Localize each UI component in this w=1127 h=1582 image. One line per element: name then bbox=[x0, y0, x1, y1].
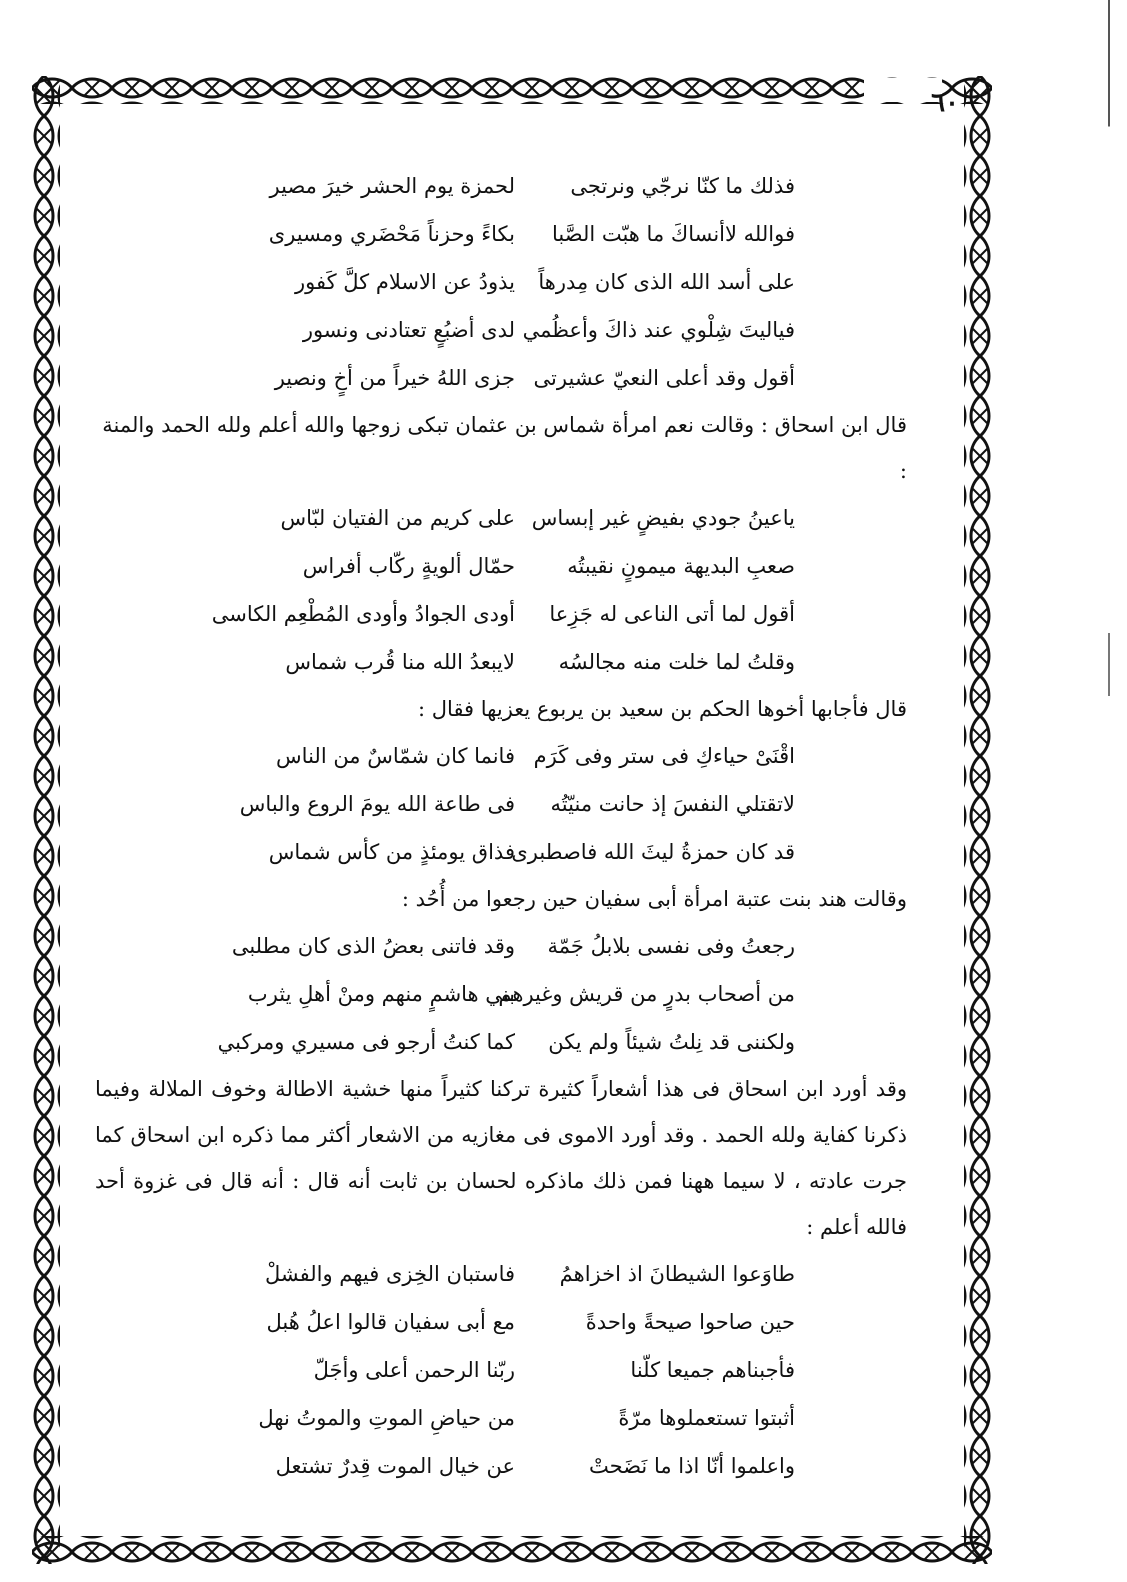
first-hemistich: فوالله لاأنساكَ ما هبّت الصَّبا bbox=[552, 222, 795, 246]
second-hemistich: لايبعدُ الله منا قُرب شماس bbox=[285, 650, 515, 674]
first-hemistich: فياليتَ شِلْوي عند ذاكَ وأعظُمي bbox=[522, 318, 795, 342]
first-hemistich: ولكننى قد نِلتُ شيئاً ولم يكن bbox=[548, 1030, 795, 1054]
second-hemistich: مع أبى سفيان قالوا اعلُ هُبل bbox=[266, 1310, 515, 1334]
verse-line bbox=[95, 1346, 915, 1394]
verse-line bbox=[95, 638, 915, 686]
narration-paragraph: قال ابن اسحاق : وقالت نعم امرأة شماس بن عثمان تبكى زوجها والله أعلم ولله الحمد والمنة : bbox=[102, 413, 907, 483]
second-hemistich: حمّال ألويةٍ ركّاب أفراس bbox=[302, 554, 515, 578]
verse-line bbox=[95, 1018, 915, 1066]
first-hemistich: أثبتوا تستعملوها مرّةً bbox=[618, 1406, 795, 1430]
first-hemistich: من أصحاب بدرٍ من قريش وغيرهم bbox=[498, 982, 795, 1006]
verse-line bbox=[95, 590, 915, 638]
narration-paragraph: وقد أورد ابن اسحاق فى هذا أشعاراً كثيرة تركنا كثيراً منها خشية الاطالة وخوف الملالة وفيما ذكرنا كفاية ولله الحمد . وقد أورد الاموى فى مغازيه من الاشعار أكثر مما ذكره ابن اسحاق كما جرت عادته ، لا سيما ههنا فمن ذلك ماذكره لحسان بن ثابت أنه قال : أنه قال فى غزوة أحد فالله أعلم : bbox=[95, 1077, 907, 1239]
verse-block-3 bbox=[95, 732, 915, 876]
first-hemistich: رجعتُ وفى نفسى بلابلُ جَمّة bbox=[547, 934, 795, 958]
first-hemistich: ياعينُ جودي بفيضٍ غير إبساس bbox=[531, 506, 795, 530]
second-hemistich: لحمزة يوم الحشر خيرَ مصير bbox=[269, 174, 515, 198]
second-hemistich: فى طاعة الله يومَ الروع والباس bbox=[239, 792, 515, 816]
first-hemistich: لاتقتلي النفسَ إذ حانت منيّتُه bbox=[550, 792, 795, 816]
narration-paragraph: وقالت هند بنت عتبة امرأة أبى سفيان حين رجعوا من أُحُد : bbox=[401, 887, 907, 911]
second-hemistich: فاستبان الخِزى فيهم والفشلْ bbox=[264, 1262, 515, 1286]
narration-paragraph: قال فأجابها أخوها الحكم بن سعيد بن يربوع يعزيها فقال : bbox=[418, 697, 907, 721]
verse-line bbox=[95, 732, 915, 780]
first-hemistich: فذلك ما كنّا نرجّي ونرتجى bbox=[570, 174, 795, 198]
verse-line bbox=[95, 258, 915, 306]
verse-line bbox=[95, 162, 915, 210]
verse-block-2 bbox=[95, 494, 915, 686]
first-hemistich: اقْنَىْ حياءكِ فى ستر وفى كَرَم bbox=[533, 744, 795, 768]
verse-line bbox=[95, 970, 915, 1018]
verse-block-5 bbox=[95, 1250, 915, 1490]
second-hemistich: بكاءً وحزناً مَحْضَري ومسيرى bbox=[268, 222, 515, 246]
verse-line bbox=[95, 828, 915, 876]
second-hemistich: أودى الجوادُ وأودى المُطْعِم الكاسى bbox=[211, 602, 515, 626]
first-hemistich: أقول وقد أعلى النعيّ عشيرتى bbox=[533, 366, 795, 390]
second-hemistich: ربّنا الرحمن أعلى وأجَلّ bbox=[313, 1358, 515, 1382]
first-hemistich: فأجبناهم جميعا كلّنا bbox=[630, 1358, 795, 1382]
verse-line bbox=[95, 1250, 915, 1298]
second-hemistich: من حياضِ الموتِ والموتُ نهل bbox=[258, 1406, 515, 1430]
verse-line bbox=[95, 1442, 915, 1490]
second-hemistich: عن خيال الموت قِدرٌ تشتعل bbox=[275, 1454, 515, 1478]
verse-block-1 bbox=[95, 162, 915, 402]
second-hemistich: بني هاشمٍ منهم ومنْ أهلِ يثرب bbox=[247, 982, 515, 1006]
second-hemistich: على كريم من الفتيان لبّاس bbox=[280, 506, 515, 530]
page-edge-mark bbox=[1108, 0, 1110, 1582]
second-hemistich: يذودُ عن الاسلام كلَّ كَفور bbox=[294, 270, 515, 294]
second-hemistich: كما كنتُ أرجو فى مسيري ومركبي bbox=[217, 1030, 515, 1054]
verse-line bbox=[95, 210, 915, 258]
first-hemistich: وقلتُ لما خلت منه مجالسُه bbox=[558, 650, 795, 674]
page-body bbox=[95, 162, 915, 1490]
verse-line bbox=[95, 306, 915, 354]
page-number: ٦٠ bbox=[931, 88, 959, 118]
first-hemistich: على أسد الله الذى كان مِدرهاً bbox=[538, 270, 795, 294]
first-hemistich: واعلموا أنّا اذا ما نَضَحتْ bbox=[589, 1454, 795, 1478]
verse-line bbox=[95, 494, 915, 542]
first-hemistich: طاوَعوا الشيطانَ اذ اخزاهمُ bbox=[559, 1262, 795, 1286]
second-hemistich: جزى اللهُ خيراً من أخٍ ونصير bbox=[274, 366, 515, 390]
second-hemistich: فذاق يومئذٍ من كأس شماس bbox=[268, 840, 515, 864]
verse-block-4 bbox=[95, 922, 915, 1066]
first-hemistich: صعبِ البديهة ميمونٍ نقيبتُه bbox=[567, 554, 795, 578]
second-hemistich: وقد فاتنى بعضُ الذى كان مطلبى bbox=[231, 934, 515, 958]
verse-line bbox=[95, 1394, 915, 1442]
verse-line bbox=[95, 922, 915, 970]
verse-line bbox=[95, 542, 915, 590]
second-hemistich: لدى أضبُعٍ تعتادنى ونسور bbox=[302, 318, 515, 342]
verse-line bbox=[95, 1298, 915, 1346]
first-hemistich: حين صاحوا صيحةً واحدةً bbox=[585, 1310, 795, 1334]
verse-line bbox=[95, 354, 915, 402]
second-hemistich: فانما كان شمّاسٌ من الناس bbox=[276, 744, 515, 768]
verse-line bbox=[95, 780, 915, 828]
first-hemistich: أقول لما أتى الناعى له جَزِعا bbox=[549, 602, 795, 626]
first-hemistich: قد كان حمزةُ ليثَ الله فاصطبرى bbox=[511, 840, 795, 864]
